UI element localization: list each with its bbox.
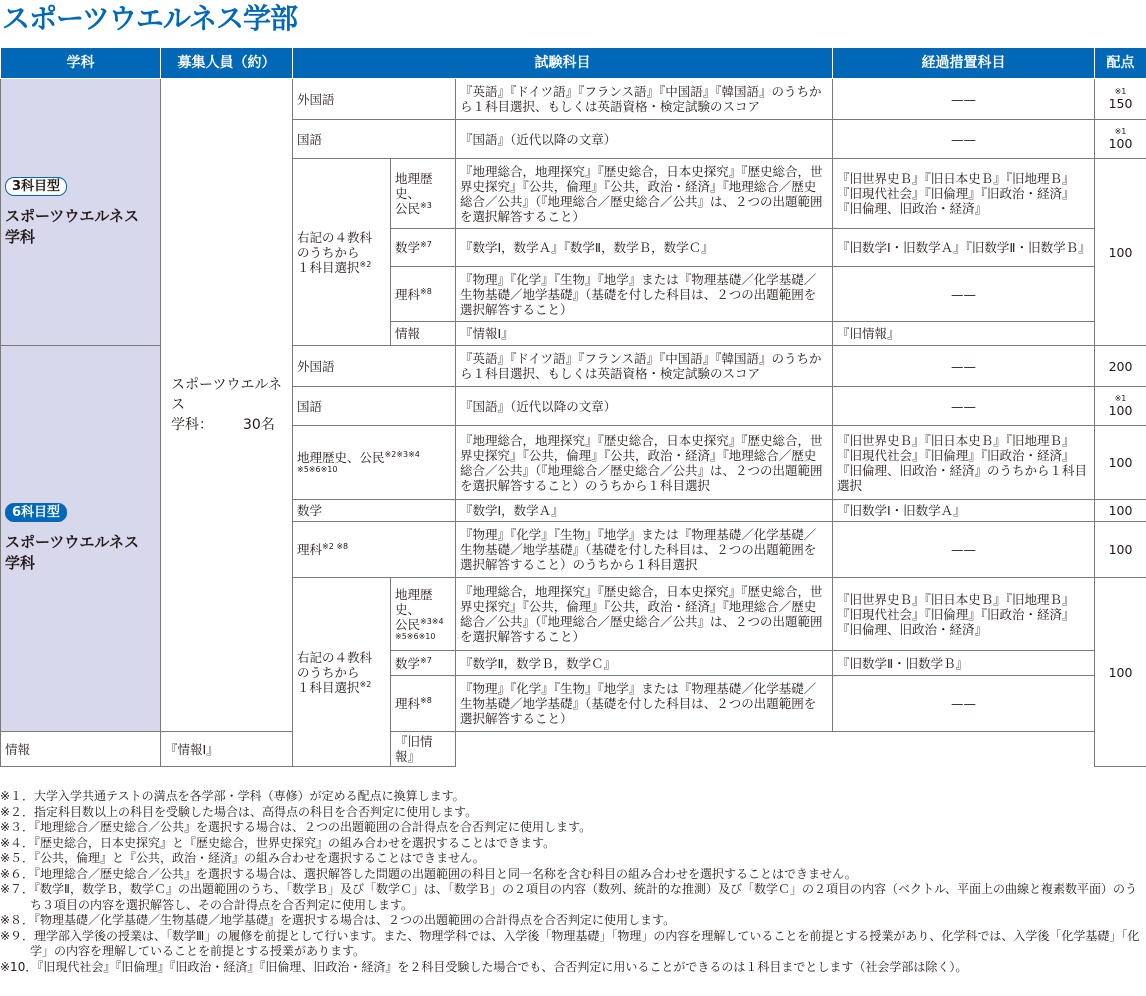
trans-science-3: ——	[833, 267, 1095, 322]
trans-geo2-6: 『旧世界史Ｂ』『旧日本史Ｂ』『旧地理Ｂ』『旧現代社会』『旧倫理』『旧政治・経済』『旧倫理、旧政治・経済』	[833, 578, 1095, 651]
footnote: ※８．『物理基礎／化学基礎／生物基礎／地学基礎』を選択する場合は、２つの出題範囲の合計得点を合否判定に使用します。	[0, 913, 676, 927]
trans-geo-6: 『旧世界史Ｂ』『旧日本史Ｂ』『旧地理Ｂ』『旧現代社会』『旧倫理』『旧政治・経済』『旧倫理、旧政治・経済』のうちから１科目選択	[833, 426, 1095, 500]
footnote: ※10．『旧現代社会』『旧倫理』『旧政治・経済』『旧倫理、旧政治・経済』を２科目受験した場合でも、合否判定に用いることができるのは１科目までとします（社会学部は除く）。	[0, 959, 968, 974]
table-row	[1, 732, 1146, 767]
points-foreign-6: 200	[1095, 346, 1146, 387]
recruit-count: 30名	[243, 417, 275, 433]
detail-science2-6: 『物理』『化学』『生物』『地学』または『物理基礎／化学基礎／生物基礎／地学基礎』（基礎を付した科目は、２つの出題範囲を選択解答すること）	[456, 676, 833, 732]
trans-foreign-6: ——	[833, 346, 1095, 387]
sub-math2-6: 数学$^{※7}$	[391, 651, 456, 676]
subject-foreign: 外国語	[293, 79, 456, 120]
detail-science-6: 『物理』『化学』『生物』『地学』または『物理基礎／化学基礎／生物基礎／地学基礎』（基礎を付した科目は、２つの出題範囲を選択解答すること）のうちから１科目選択	[456, 522, 833, 578]
footnote: ※２．指定科目数以上の科目を受験した場合は、高得点の科目を合否判定に使用します。	[0, 804, 478, 819]
detail-foreign: 『英語』『ドイツ語』『フランス語』『中国語』『韓国語』のうちから１科目選択、もしくは英語資格・検定試験のスコア	[456, 79, 833, 120]
detail-math-6: 『数学Ⅰ，数学Ａ』	[456, 500, 833, 522]
trans-info2-6: 『旧情報』	[391, 732, 456, 767]
trans-info-3: 『旧情報』	[833, 322, 1095, 346]
subject-japanese: 国語	[293, 120, 456, 159]
header-subjects: 試験科目	[293, 48, 833, 79]
type6-badge: 6科目型	[5, 503, 67, 522]
detail-japanese: 『国語』（近代以降の文章）	[456, 120, 833, 159]
subject-foreign-6: 外国語	[293, 346, 456, 387]
detail-math2-6: 『数学Ⅱ，数学Ｂ，数学Ｃ』	[456, 651, 833, 676]
type3-badge: 3科目型	[5, 177, 67, 196]
trans-japanese: ——	[833, 120, 1095, 159]
subject-japanese-6: 国語	[293, 387, 456, 426]
trans-math-3: 『旧数学Ⅰ・旧数学Ａ』『旧数学Ⅱ・旧数学Ｂ』	[833, 229, 1095, 267]
detail-info2-6: 『情報Ⅰ』	[161, 732, 293, 767]
detail-info-3: 『情報Ⅰ』	[456, 322, 833, 346]
recruit-line2: 学科：	[171, 417, 213, 433]
trans-geo-3: 『旧世界史Ｂ』『旧日本史Ｂ』『旧地理Ｂ』『旧現代社会』『旧倫理』『旧政治・経済』『旧倫理、旧政治・経済』	[833, 159, 1095, 229]
sub-science-3: 理科$^{※8}$	[391, 267, 456, 322]
points-group-3: 100	[1095, 159, 1146, 346]
footnote: ※１．大学入学共通テストの満点を各学部・学科（専修）が定める配点に換算します。	[0, 789, 465, 803]
table-row	[1, 79, 1146, 120]
points-math-6: 100	[1095, 500, 1146, 522]
dept-name-6: スポーツウエルネス 学科	[5, 533, 139, 572]
dept-cell-6	[1, 346, 161, 732]
detail-geo2-6: 『地理総合，地理探究』『歴史総合，日本史探究』『歴史総合，世界史探究』『公共，倫理』『公共，政治・経済』『地理総合／歴史総合／公共』（『地理総合／歴史総合／公共』は、２つの出題範囲を選択解答すること）	[456, 578, 833, 651]
subject-math-6: 数学	[293, 500, 456, 522]
recruit-line1: スポーツウエルネス	[171, 377, 283, 413]
footnote: ※９．理学部入学後の授業は、「数学Ⅲ」の履修を前提として行います。また、物理学科では、入学後「物理基礎」「物理」の内容を理解していることを前提とする授業があり、化学科では、入学後「化学基礎」「化学」の内容を理解していることを前提とする授業があります。	[0, 928, 1140, 958]
group-label-6: 右記の４教科 のうちから １科目選択$^{※2}$	[293, 578, 391, 767]
header-recruit: 募集人員（約）	[161, 48, 293, 79]
footnote: ※７．『数学Ⅱ，数学Ｂ，数学Ｃ』の出題範囲のうち、「数学Ｂ」及び「数学Ｃ」は、「数学Ｂ」の２項目の内容（数列、統計的な推測）及び「数学Ｃ」の２項目の内容（ベクトル、平面上の曲線と複素数平面）のうち３項目の内容を選択解答し、その合計得点を合否判定に使用します。	[0, 882, 1138, 912]
exam-subject-table	[0, 47, 1146, 767]
dept-name-3: スポーツウエルネス 学科	[5, 206, 139, 246]
points-group-6: 100	[1095, 578, 1146, 767]
points-science-6: 100	[1095, 522, 1146, 578]
detail-geo-6: 『地理総合，地理探究』『歴史総合，日本史探究』『歴史総合，世界史探究』『公共，倫理』『公共，政治・経済』『地理総合／歴史総合／公共』（『地理総合／歴史総合／公共』は、２つの出題範囲を選択解答すること）のうちから１科目選択	[456, 426, 833, 500]
trans-math2-6: 『旧数学Ⅱ・旧数学Ｂ』	[833, 651, 1095, 676]
sub-info-3: 情報	[391, 322, 456, 346]
header-points: 配点	[1095, 48, 1146, 79]
detail-japanese-6: 『国語』（近代以降の文章）	[456, 387, 833, 426]
sub-geo-3: 地理歴史、 公民$^{※3}$	[391, 159, 456, 229]
detail-science-3: 『物理』『化学』『生物』『地学』または『物理基礎／化学基礎／生物基礎／地学基礎』（基礎を付した科目は、２つの出題範囲を選択解答すること）	[456, 267, 833, 322]
trans-math-6: 『旧数学Ⅰ・旧数学Ａ』	[833, 500, 1095, 522]
trans-foreign: ——	[833, 79, 1095, 120]
page-title: スポーツウエルネス学部	[2, 2, 298, 35]
sub-geo2-6: 地理歴史、 公民$^{※3※4}$ ※5※6※10	[391, 578, 456, 651]
trans-science2-6: ——	[833, 676, 1095, 732]
trans-science-6: ——	[833, 522, 1095, 578]
footnote: ※５．『公共，倫理』と『公共，政治・経済』の組み合わせを選択することはできません。	[0, 851, 485, 865]
footnote: ※６．『地理総合／歴史総合／公共』を選択する場合は、選択解答した問題の出題範囲の科目と同一名称を含む科目の組み合わせを選択することはできません。	[0, 866, 857, 881]
footnote: ※３．『地理総合／歴史総合／公共』を選択する場合は、２つの出題範囲の合計得点を合否判定に使用します。	[0, 820, 592, 834]
detail-geo-3: 『地理総合，地理探究』『歴史総合，日本史探究』『歴史総合，世界史探究』『公共，倫理』『公共，政治・経済』『地理総合／歴史総合／公共』（『地理総合／歴史総合／公共』は、２つの出題範囲を選択解答すること）	[456, 159, 833, 229]
points-japanese-3: ※1 100	[1095, 120, 1146, 159]
header-transitional: 経過措置科目	[833, 48, 1095, 79]
points-geo-6: 100	[1095, 426, 1146, 500]
recruit-cell	[161, 79, 293, 732]
footnotes	[0, 789, 1146, 975]
trans-japanese-6: ——	[833, 387, 1095, 426]
sub-info2-6: 情報	[1, 732, 161, 767]
detail-foreign-6: 『英語』『ドイツ語』『フランス語』『中国語』『韓国語』のうちから１科目選択、もしくは英語資格・検定試験のスコア	[456, 346, 833, 387]
subject-geo-6: 地理歴史、公民$^{※2※3※4}$ ※5※6※10	[293, 426, 456, 500]
points-foreign-3: ※1 150	[1095, 79, 1146, 120]
sub-science2-6: 理科$^{※8}$	[391, 676, 456, 732]
dept-cell-3	[1, 79, 161, 346]
group-label-3: 右記の４教科 のうちから １科目選択$^{※2}$	[293, 159, 391, 346]
footnote: ※４．『歴史総合，日本史探究』と『歴史総合，世界史探究』の組み合わせを選択することはできます。	[0, 835, 556, 850]
sub-math-3: 数学$^{※7}$	[391, 229, 456, 267]
table-header-row	[1, 48, 1146, 79]
header-dept: 学科	[1, 48, 161, 79]
detail-math-3: 『数学Ⅰ，数学Ａ』『数学Ⅱ，数学Ｂ，数学Ｃ』	[456, 229, 833, 267]
subject-science-6: 理科$^{※2 ※8}$	[293, 522, 456, 578]
points-japanese-6: ※1 100	[1095, 387, 1146, 426]
